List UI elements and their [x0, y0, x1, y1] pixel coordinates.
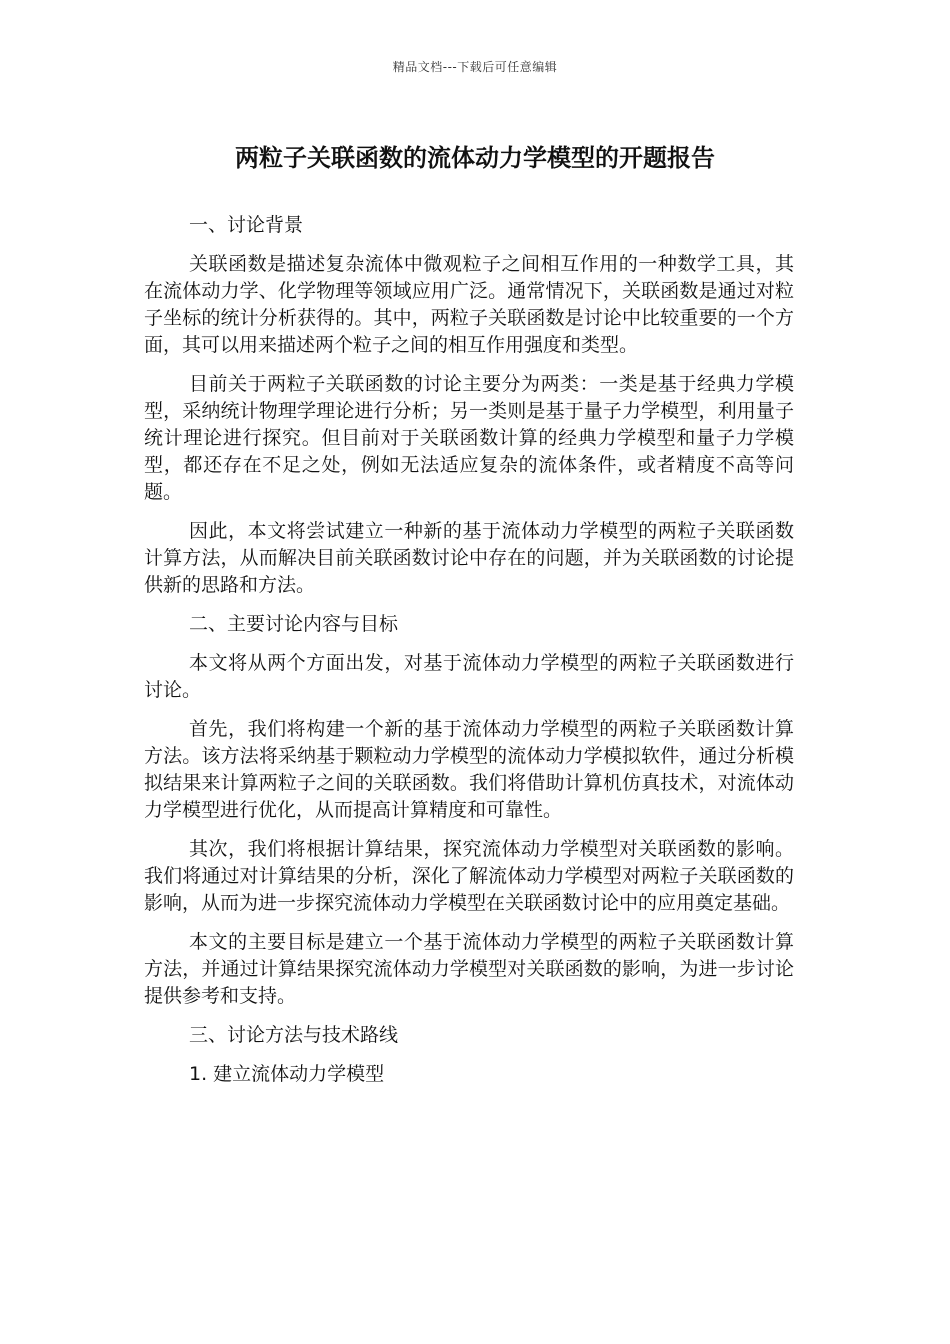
- paragraph: 本文的主要目标是建立一个基于流体动力学模型的两粒子关联函数计算方法，并通过计算结果探究流体动力学模型对关联函数的影响，为进一步讨论提供参考和支持。: [144, 931, 794, 1007]
- paragraph: 其次，我们将根据计算结果，探究流体动力学模型对关联函数的影响。我们将通过对计算结果的分析，深化了解流体动力学模型对两粒子关联函数的影响，从而为进一步探究流体动力学模型在关联函数讨论中的应用奠定基础。: [144, 838, 794, 914]
- paragraph: 因此，本文将尝试建立一种新的基于流体动力学模型的两粒子关联函数计算方法，从而解决目前关联函数讨论中存在的问题，并为关联函数的讨论提供新的思路和方法。: [144, 520, 794, 596]
- document-body: [144, 212, 794, 1100]
- paragraph: 关联函数是描述复杂流体中微观粒子之间相互作用的一种数学工具，其在流体动力学、化学物理等领域应用广泛。通常情况下，关联函数是通过对粒子坐标的统计分析获得的。其中，两粒子关联函数是讨论中比较重要的一个方面，其可以用来描述两个粒子之间的相互作用强度和类型。: [144, 253, 794, 356]
- paragraph: 目前关于两粒子关联函数的讨论主要分为两类：一类是基于经典力学模型，采纳统计物理学理论进行分析；另一类则是基于量子力学模型，利用量子统计理论进行探究。但目前对于关联函数计算的经典力学模型和量子力学模型，都还存在不足之处，例如无法适应复杂的流体条件，或者精度不高等问题。: [144, 373, 794, 503]
- list-item: 1. 建立流体动力学模型: [189, 1063, 385, 1085]
- paragraph: 本文将从两个方面出发，对基于流体动力学模型的两粒子关联函数进行讨论。: [144, 652, 794, 701]
- document-title: 两粒子关联函数的流体动力学模型的开题报告: [235, 144, 715, 172]
- paragraph: 首先，我们将构建一个新的基于流体动力学模型的两粒子关联函数计算方法。该方法将采纳基于颗粒动力学模型的流体动力学模拟软件，通过分析模拟结果来计算两粒子之间的关联函数。我们将借助计算机仿真技术，对流体动力学模型进行优化，从而提高计算精度和可靠性。: [144, 718, 794, 821]
- section-heading-methods: 三、讨论方法与技术路线: [189, 1024, 399, 1046]
- section-heading-background: 一、讨论背景: [189, 214, 304, 236]
- header-note: 精品文档---下载后可任意编辑: [392, 60, 558, 74]
- section-heading-content-goals: 二、主要讨论内容与目标: [189, 613, 399, 635]
